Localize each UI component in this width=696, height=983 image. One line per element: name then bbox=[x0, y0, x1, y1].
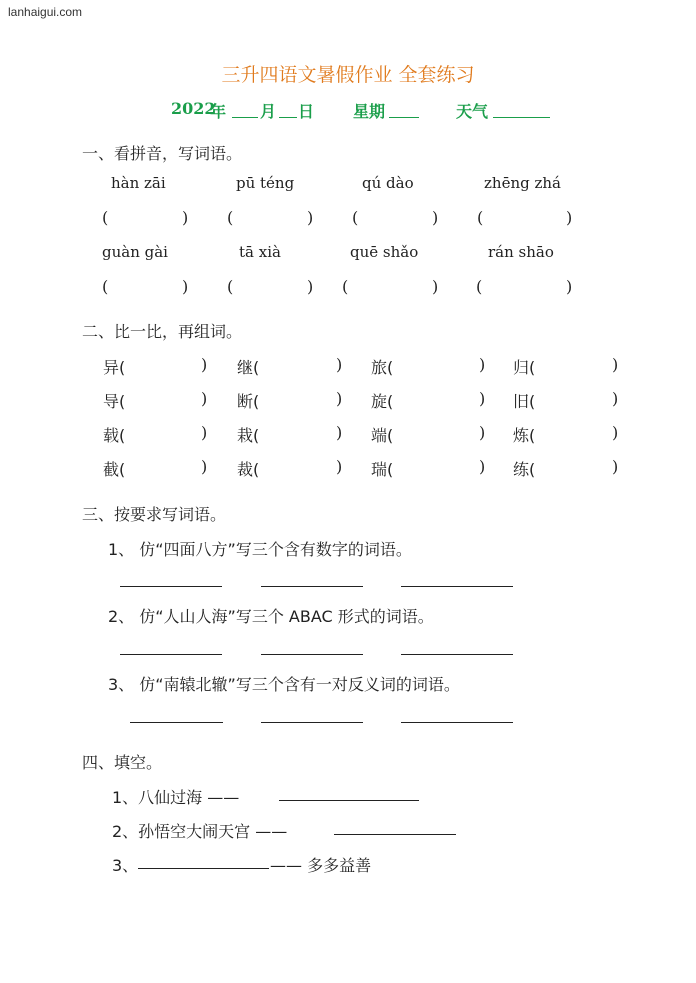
close-paren: ) bbox=[307, 277, 314, 296]
close-paren: ) bbox=[479, 355, 486, 374]
month-label: 月 bbox=[260, 102, 277, 121]
pinyin-1: hàn zāi bbox=[111, 174, 166, 192]
compare-char: 继( bbox=[237, 358, 260, 377]
compare-char: 截( bbox=[103, 460, 126, 479]
close-paren: ) bbox=[201, 457, 208, 476]
compare-char: 旅( bbox=[371, 358, 394, 377]
open-paren: ( bbox=[477, 208, 484, 227]
close-paren: ) bbox=[432, 277, 439, 296]
answer-line[interactable] bbox=[261, 586, 363, 587]
fill-item-3-prefix: 3、 bbox=[112, 856, 139, 875]
close-paren: ) bbox=[182, 277, 189, 296]
compare-char: 异( bbox=[103, 358, 126, 377]
open-paren: ( bbox=[342, 277, 349, 296]
pinyin-7: quē shǎo bbox=[350, 243, 419, 261]
close-paren: ) bbox=[479, 423, 486, 442]
answer-line[interactable] bbox=[120, 586, 222, 587]
compare-char: 炼( bbox=[513, 426, 536, 445]
pinyin-4: zhēng zhá bbox=[484, 174, 561, 192]
compare-char: 断( bbox=[237, 392, 260, 411]
compare-char: 导( bbox=[103, 392, 126, 411]
site-watermark: lanhaigui.com bbox=[8, 5, 83, 19]
answer-line[interactable] bbox=[401, 586, 513, 587]
close-paren: ) bbox=[612, 457, 619, 476]
close-paren: ) bbox=[566, 277, 573, 296]
fill-item-2: 2、孙悟空大闹天宫 —— bbox=[112, 822, 288, 841]
fill-line[interactable] bbox=[138, 868, 269, 869]
open-paren: ( bbox=[227, 208, 234, 227]
pinyin-3: qú dào bbox=[362, 174, 414, 192]
section2-heading: 二、比一比，再组词。 bbox=[82, 322, 243, 341]
close-paren: ) bbox=[336, 423, 343, 442]
weather-blank[interactable] bbox=[493, 101, 550, 118]
close-paren: ) bbox=[201, 389, 208, 408]
day-blank[interactable] bbox=[279, 101, 297, 118]
compare-char: 栽( bbox=[237, 426, 260, 445]
close-paren: ) bbox=[336, 389, 343, 408]
fill-line[interactable] bbox=[279, 800, 419, 801]
close-paren: ) bbox=[336, 355, 343, 374]
answer-line[interactable] bbox=[261, 654, 363, 655]
fill-line[interactable] bbox=[334, 834, 456, 835]
weekday-label: 星期 bbox=[353, 102, 386, 121]
close-paren: ) bbox=[612, 389, 619, 408]
answer-line[interactable] bbox=[130, 722, 223, 723]
question-3: 3、 仿“南辕北辙”写三个含有一对反义词的词语。 bbox=[108, 675, 460, 694]
compare-char: 旧( bbox=[513, 392, 536, 411]
pinyin-5: guàn gài bbox=[102, 243, 168, 261]
answer-line[interactable] bbox=[120, 654, 222, 655]
pinyin-6: tā xià bbox=[239, 243, 281, 261]
close-paren: ) bbox=[612, 423, 619, 442]
pinyin-2: pū téng bbox=[236, 174, 295, 192]
section4-heading: 四、填空。 bbox=[82, 753, 163, 772]
close-paren: ) bbox=[182, 208, 189, 227]
fill-item-1: 1、八仙过海 —— bbox=[112, 788, 240, 807]
compare-char: 端( bbox=[371, 426, 394, 445]
weekday-blank[interactable] bbox=[389, 101, 419, 118]
fill-item-3-suffix: —— 多多益善 bbox=[270, 856, 372, 875]
close-paren: ) bbox=[336, 457, 343, 476]
year-label: 年 bbox=[210, 102, 227, 121]
compare-char: 裁( bbox=[237, 460, 260, 479]
close-paren: ) bbox=[432, 208, 439, 227]
open-paren: ( bbox=[102, 277, 109, 296]
weather-label: 天气 bbox=[456, 102, 489, 121]
answer-line[interactable] bbox=[261, 722, 363, 723]
compare-char: 瑞( bbox=[371, 460, 394, 479]
open-paren: ( bbox=[352, 208, 359, 227]
close-paren: ) bbox=[307, 208, 314, 227]
question-2: 2、 仿“人山人海”写三个 ABAC 形式的词语。 bbox=[108, 607, 434, 626]
question-1: 1、 仿“四面八方”写三个含有数字的词语。 bbox=[108, 540, 412, 559]
compare-char: 旋( bbox=[371, 392, 394, 411]
page-title: 三升四语文暑假作业 全套练习 bbox=[221, 64, 475, 86]
close-paren: ) bbox=[612, 355, 619, 374]
month-blank[interactable] bbox=[232, 101, 258, 118]
close-paren: ) bbox=[201, 423, 208, 442]
close-paren: ) bbox=[479, 389, 486, 408]
close-paren: ) bbox=[201, 355, 208, 374]
open-paren: ( bbox=[476, 277, 483, 296]
compare-char: 载( bbox=[103, 426, 126, 445]
compare-char: 练( bbox=[513, 460, 536, 479]
close-paren: ) bbox=[566, 208, 573, 227]
open-paren: ( bbox=[102, 208, 109, 227]
answer-line[interactable] bbox=[401, 722, 513, 723]
section1-heading: 一、看拼音，写词语。 bbox=[82, 144, 243, 163]
year: 2022 bbox=[171, 99, 216, 118]
section3-heading: 三、按要求写词语。 bbox=[82, 505, 227, 524]
close-paren: ) bbox=[479, 457, 486, 476]
open-paren: ( bbox=[227, 277, 234, 296]
day-label: 日 bbox=[298, 102, 315, 121]
compare-char: 归( bbox=[513, 358, 536, 377]
pinyin-8: rán shāo bbox=[488, 243, 554, 261]
answer-line[interactable] bbox=[401, 654, 513, 655]
